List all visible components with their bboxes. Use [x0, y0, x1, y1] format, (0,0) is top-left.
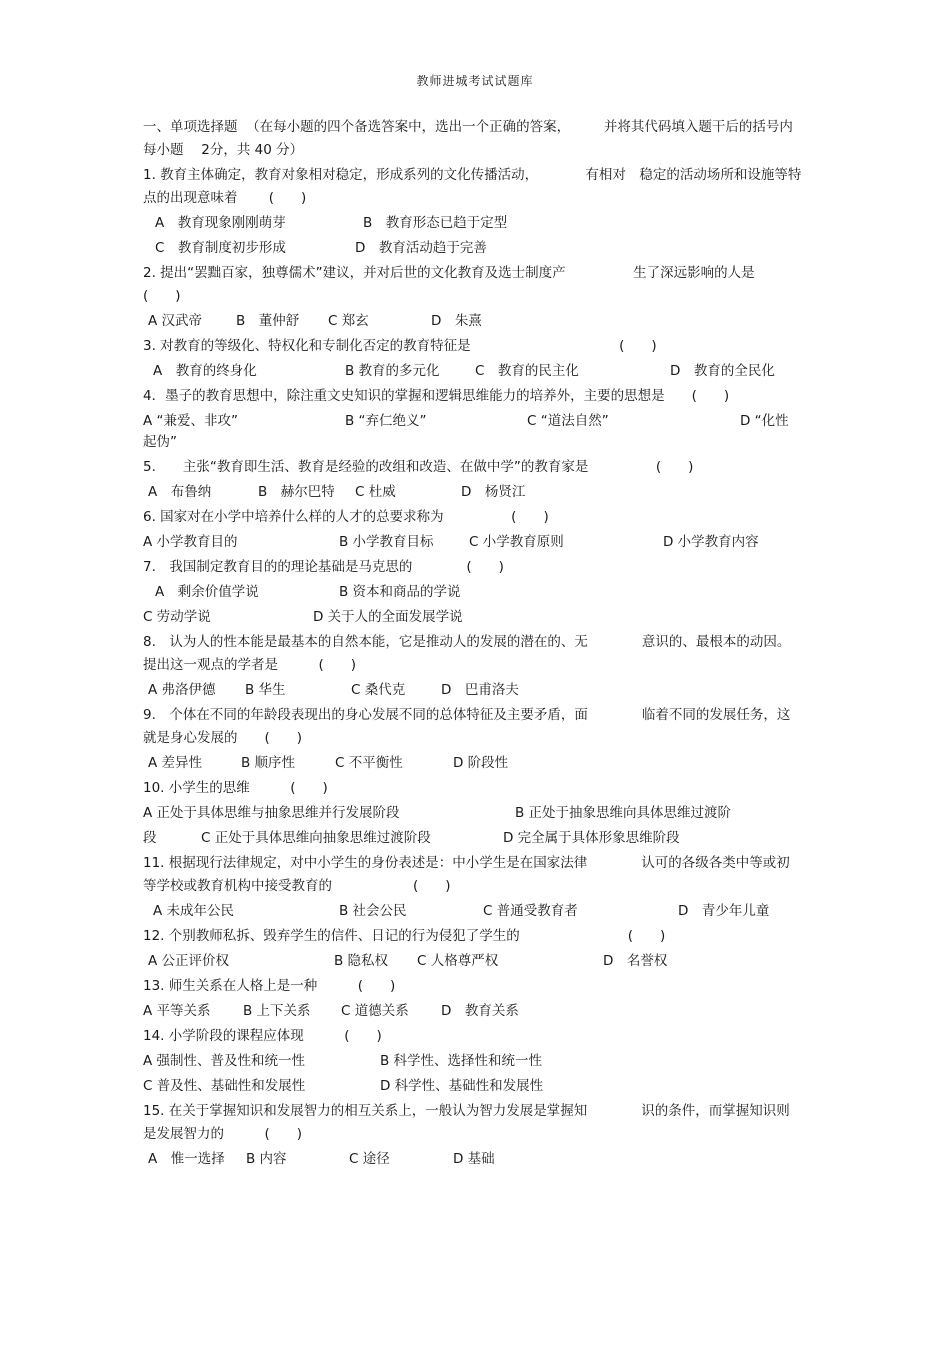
- answer-option: B 董仲舒: [236, 313, 300, 329]
- question-stem: 5. 主张“教育即生活、教育是经验的改组和改造、在做中学”的教育家是 ( ): [143, 459, 694, 475]
- section-intro: 一、单项选择题 （在每小题的四个备选答案中，选出一个正确的答案， 并将其代码填入题干后的括号内每小题 2分，共 40 分）: [143, 119, 793, 158]
- option-row: [143, 802, 803, 827]
- answer-option: D 杨贤江: [461, 484, 526, 500]
- answer-option: B 赫尔巴特: [258, 484, 335, 500]
- option-continuation: 起伪”: [143, 434, 177, 450]
- answer-option: C 杜威: [355, 484, 396, 500]
- answer-option: D 基础: [453, 1151, 495, 1167]
- answer-option: C 教育制度初步形成: [155, 240, 286, 256]
- answer-option: D 小学教育内容: [663, 534, 759, 550]
- option-row: [143, 410, 803, 435]
- answer-option: D 教育的全民化: [670, 363, 775, 379]
- answer-option: A 差异性: [148, 755, 203, 771]
- answer-option: B 正处于抽象思维向具体思维过渡阶: [515, 805, 732, 821]
- answer-option: C 道德关系: [341, 1003, 409, 1019]
- answer-option: B 华生: [245, 682, 286, 698]
- answer-option: A “兼爱、非攻”: [143, 413, 239, 429]
- answer-option: B 社会公民: [339, 903, 407, 919]
- question-stem: 4．墨子的教育思想中，除注重文史知识的掌握和逻辑思维能力的培养外，主要的思想是 ( ): [143, 388, 730, 404]
- answer-option: A 弗洛伊德: [148, 682, 216, 698]
- answer-option: D 名誉权: [603, 953, 668, 969]
- answer-option: A 正处于具体思维与抽象思维并行发展阶段: [143, 805, 400, 821]
- question-list: [143, 164, 803, 1173]
- option-row: [143, 1050, 803, 1075]
- option-row: [143, 1000, 803, 1025]
- option-row: [143, 900, 803, 925]
- answer-option: B 隐私权: [334, 953, 389, 969]
- question-stem: 9. 个体在不同的年龄段表现出的身心发展不同的总体特征及主要矛盾，面 临着不同的发展任务，这就是身心发展的 ( ): [143, 707, 791, 746]
- answer-option: B 上下关系: [243, 1003, 311, 1019]
- option-row: [143, 237, 803, 262]
- question-stem: 8. 认为人的性本能是最基本的自然本能，它是推动人的发展的潜在的、无 意识的、最根本的动因。提出这一观点的学者是 ( ): [143, 634, 791, 673]
- question-stem: 6. 国家对在小学中培养什么样的人才的总要求称为 ( ): [143, 509, 549, 525]
- answer-option: C 普及性、基础性和发展性: [143, 1078, 306, 1094]
- answer-option: B 教育形态已趋于定型: [363, 215, 508, 231]
- answer-option: C 普通受教育者: [483, 903, 578, 919]
- answer-option: C 人格尊严权: [417, 953, 499, 969]
- question-stem: 11. 根据现行法律规定，对中小学生的身份表述是：中小学生是在国家法律 认可的各级各类中等或初等学校或教育机构中接受教育的 ( ): [143, 855, 790, 894]
- option-row: [143, 1148, 803, 1173]
- answer-option: A 剩余价值学说: [155, 584, 259, 600]
- answer-option: B 小学教育目标: [339, 534, 434, 550]
- answer-option: A 未成年公民: [153, 903, 235, 919]
- question-stem: 13. 师生关系在人格上是一种 ( ): [143, 978, 396, 994]
- answer-option: A 平等关系: [143, 1003, 211, 1019]
- answer-option: A 教育现象刚刚萌芽: [155, 215, 286, 231]
- answer-option: C 教育的民主化: [475, 363, 579, 379]
- answer-option: A 公正评价权: [148, 953, 230, 969]
- answer-option: D 巴甫洛夫: [441, 682, 519, 698]
- question-stem: 3. 对教育的等级化、特权化和专制化否定的教育特征是 ( ): [143, 338, 657, 354]
- option-row: [143, 1075, 803, 1100]
- exam-content: [143, 116, 803, 1173]
- option-row: [143, 310, 803, 335]
- answer-option: D 教育关系: [441, 1003, 519, 1019]
- answer-option: C 正处于具体思维向抽象思维过渡阶段: [201, 830, 431, 846]
- option-row: [143, 950, 803, 975]
- answer-option: B 教育的多元化: [345, 363, 440, 379]
- answer-option: C 桑代克: [351, 682, 406, 698]
- answer-option: C 不平衡性: [335, 755, 403, 771]
- answer-option: C 途径: [349, 1151, 390, 1167]
- question-stem: 7. 我国制定教育目的的理论基础是马克思的 ( ): [143, 559, 504, 575]
- answer-option: A 汉武帝: [148, 313, 203, 329]
- answer-option: D 青少年儿童: [678, 903, 770, 919]
- answer-option: B 顺序性: [241, 755, 296, 771]
- question-stem: 2. 提出“罢黜百家，独尊儒术”建议，并对后世的文化教育及选士制度产 生了深远影响的人是 ( ): [143, 265, 769, 304]
- answer-option: D 完全属于具体形象思维阶段: [503, 830, 680, 846]
- option-row: [143, 827, 803, 852]
- answer-option: C 郑玄: [328, 313, 369, 329]
- answer-option: C 劳动学说: [143, 609, 211, 625]
- answer-option: D “化性: [740, 413, 789, 429]
- question-stem: 15. 在关于掌握知识和发展智力的相互关系上，一般认为智力发展是掌握知 识的条件，而掌握知识则是发展智力的 ( ): [143, 1103, 790, 1142]
- option-row: [143, 531, 803, 556]
- question-stem: 12. 个别教师私拆、毁弃学生的信件、日记的行为侵犯了学生的 ( ): [143, 928, 666, 944]
- answer-option: 段: [143, 830, 157, 846]
- option-row: [143, 581, 803, 606]
- answer-option: A 强制性、普及性和统一性: [143, 1053, 306, 1069]
- answer-option: B 科学性、选择性和统一性: [380, 1053, 543, 1069]
- page-header: 教师进城考试试题库: [416, 74, 534, 88]
- answer-option: B “弃仁绝义”: [345, 413, 427, 429]
- answer-option: B 资本和商品的学说: [339, 584, 461, 600]
- answer-option: D 阶段性: [453, 755, 509, 771]
- option-row: [143, 360, 803, 385]
- answer-option: C 小学教育原则: [469, 534, 564, 550]
- answer-option: D 教育活动趋于完善: [355, 240, 487, 256]
- answer-option: A 小学教育目的: [143, 534, 238, 550]
- answer-option: D 科学性、基础性和发展性: [380, 1078, 544, 1094]
- answer-option: C “道法自然”: [527, 413, 609, 429]
- option-row: [143, 481, 803, 506]
- question-stem: 1. 教育主体确定，教育对象相对稳定，形成系列的文化传播活动， 有相对 稳定的活动场所和设施等特点的出现意味着 ( ): [143, 167, 802, 206]
- answer-option: A 教育的终身化: [153, 363, 257, 379]
- option-row: [143, 606, 803, 631]
- option-row: [143, 679, 803, 704]
- answer-option: A 惟一选择: [148, 1151, 225, 1167]
- answer-option: D 朱熹: [431, 313, 482, 329]
- option-row: [143, 752, 803, 777]
- answer-option: B 内容: [246, 1151, 287, 1167]
- question-stem: 14. 小学阶段的课程应体现 ( ): [143, 1028, 382, 1044]
- answer-option: D 关于人的全面发展学说: [313, 609, 463, 625]
- answer-option: A 布鲁纳: [148, 484, 212, 500]
- option-row: [143, 212, 803, 237]
- question-stem: 10. 小学生的思维 ( ): [143, 780, 328, 796]
